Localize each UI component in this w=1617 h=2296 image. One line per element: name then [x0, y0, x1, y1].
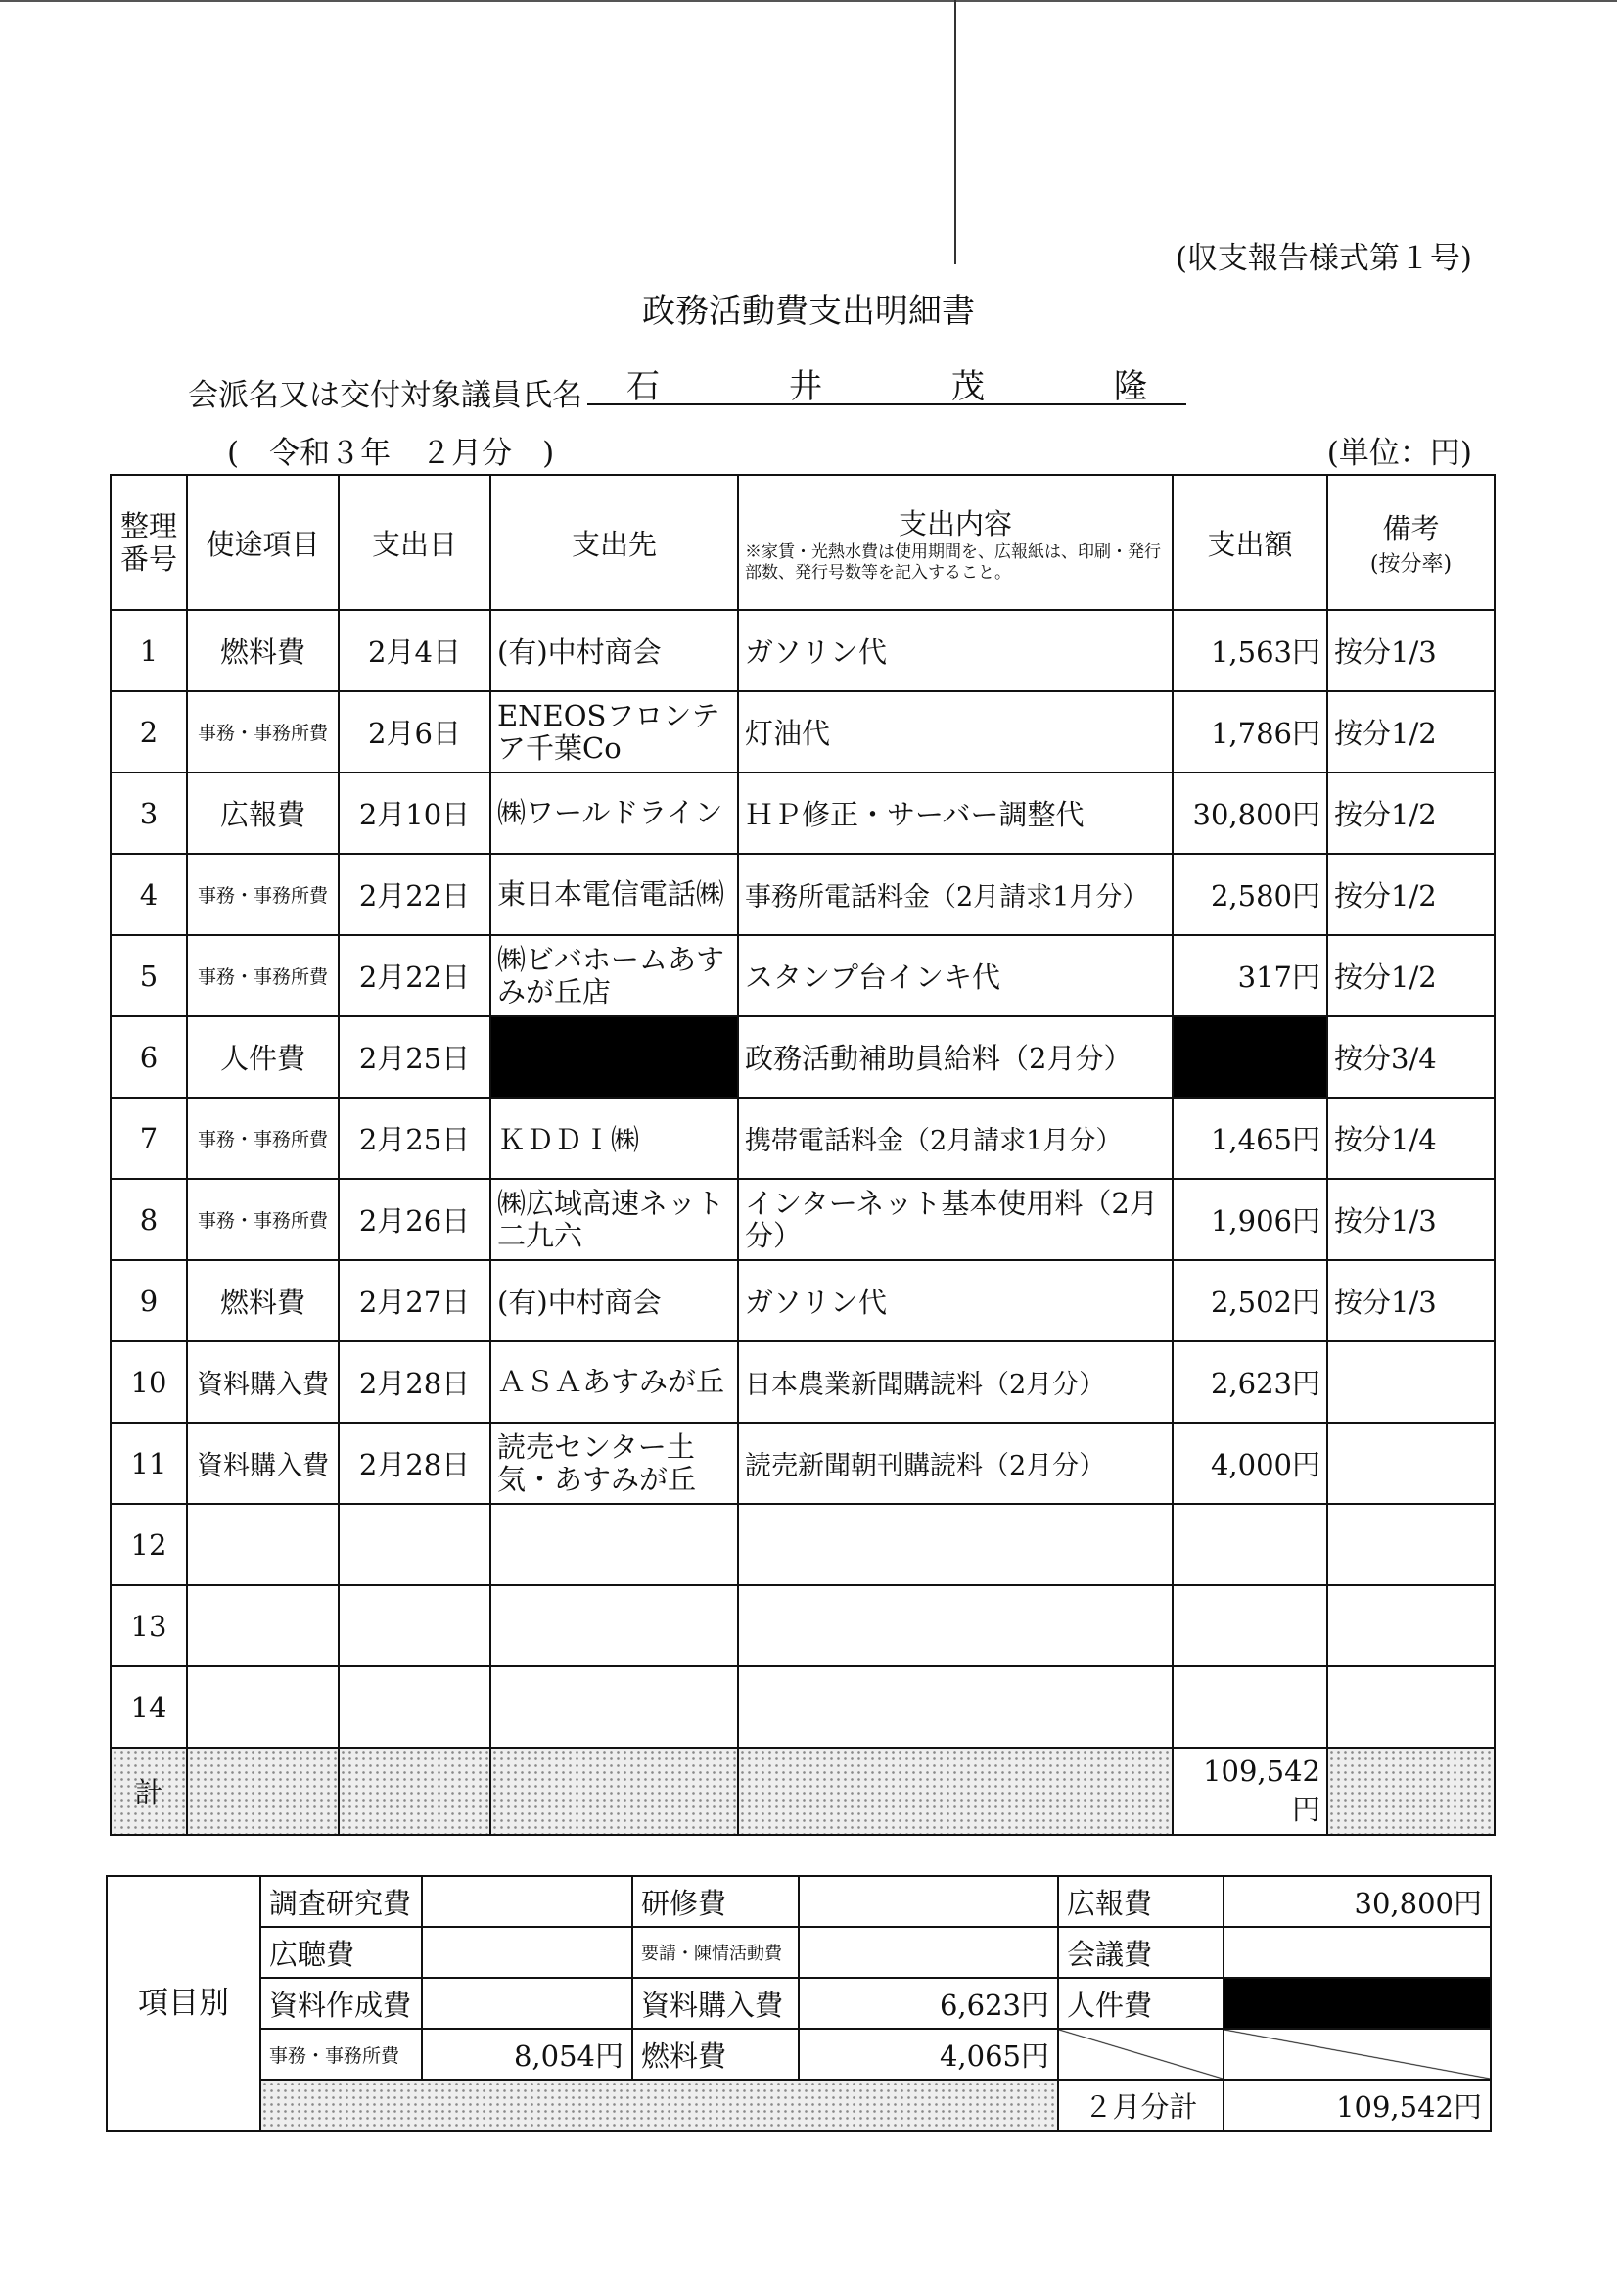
- row-remarks: 按分1/3: [1327, 610, 1495, 691]
- unit-label: (単位：円): [1326, 436, 1472, 471]
- row-date: 2月22日: [339, 935, 490, 1016]
- row-date: 2月10日: [339, 773, 490, 854]
- row-no: 1: [111, 610, 187, 691]
- category-value: [422, 1978, 632, 2029]
- row-no: 5: [111, 935, 187, 1016]
- total-label: 計: [111, 1748, 187, 1835]
- table-row: [111, 1260, 1495, 1341]
- header-remarks-note: (按分率): [1369, 552, 1453, 577]
- row-date: 2月26日: [339, 1179, 490, 1260]
- row-content: 携帯電話料金（2月請求1月分）: [738, 1098, 1173, 1179]
- header-content-note: ※家賃・光熱水費は使用期間を、広報紙は、印刷・発行部数、発行号数等を記入すること。: [745, 541, 1161, 583]
- shaded-cell: [187, 1748, 339, 1835]
- category-label: 資料作成費: [260, 1978, 422, 2029]
- row-content: 日本農業新聞購読料（2月分）: [738, 1341, 1173, 1423]
- category-value: [1224, 1927, 1491, 1978]
- row-payee: ENEOSフロンテア千葉Co: [490, 691, 738, 773]
- row-remarks: [1327, 1341, 1495, 1423]
- row-date: 2月4日: [339, 610, 490, 691]
- scan-edge: [0, 0, 1617, 2]
- member-label: 会派名又は交付対象議員氏名: [188, 378, 582, 413]
- row-amount: 2,580円: [1173, 854, 1327, 935]
- category-label: 資料購入費: [632, 1978, 799, 2029]
- header-amount: 支出額: [1173, 475, 1327, 610]
- row-content: インターネット基本使用料（2月分）: [738, 1179, 1173, 1260]
- row-remarks: 按分3/4: [1327, 1016, 1495, 1098]
- row-date: [339, 1504, 490, 1585]
- header-remarks-title: 備考: [1382, 512, 1440, 545]
- category-value: 4,065円: [799, 2029, 1058, 2080]
- row-amount: 30,800円: [1173, 773, 1327, 854]
- row-no: 7: [111, 1098, 187, 1179]
- row-remarks: 按分1/2: [1327, 773, 1495, 854]
- category-label: 研修費: [632, 1876, 799, 1927]
- member-name: [587, 362, 1186, 405]
- form-number: (収支報告様式第１号): [1175, 241, 1472, 276]
- category-value: [799, 1927, 1058, 1978]
- row-amount: 1,786円: [1173, 691, 1327, 773]
- row-remarks: 按分1/2: [1327, 691, 1495, 773]
- row-category: 事務・事務所費: [187, 854, 339, 935]
- member-name-char: 井: [789, 366, 822, 406]
- row-no: 11: [111, 1423, 187, 1504]
- row-remarks: 按分1/2: [1327, 935, 1495, 1016]
- member-name-char: 石: [626, 366, 660, 406]
- row-amount: [1173, 1666, 1327, 1748]
- table-row: [111, 1504, 1495, 1585]
- shaded-cell: [490, 1748, 738, 1835]
- row-remarks: 按分1/2: [1327, 854, 1495, 935]
- category-label: 事務・事務所費: [260, 2029, 422, 2080]
- category-value: [422, 1876, 632, 1927]
- table-row: [111, 1341, 1495, 1423]
- row-remarks: [1327, 1423, 1495, 1504]
- row-payee: 東日本電信電話㈱: [490, 854, 738, 935]
- category-row: [107, 1927, 1491, 1978]
- row-remarks: [1327, 1504, 1495, 1585]
- row-date: 2月6日: [339, 691, 490, 773]
- row-remarks: 按分1/3: [1327, 1179, 1495, 1260]
- table-row: [111, 1423, 1495, 1504]
- row-content: ガソリン代: [738, 610, 1173, 691]
- row-content: ガソリン代: [738, 1260, 1173, 1341]
- row-date: 2月27日: [339, 1260, 490, 1341]
- row-remarks: [1327, 1666, 1495, 1748]
- row-remarks: 按分1/3: [1327, 1260, 1495, 1341]
- table-row: [111, 1666, 1495, 1748]
- member-name-char: 隆: [1114, 366, 1147, 406]
- scan-fold-line: [954, 0, 956, 264]
- category-label: 調査研究費: [260, 1876, 422, 1927]
- row-amount: 1,465円: [1173, 1098, 1327, 1179]
- row-no: 4: [111, 854, 187, 935]
- row-no: 10: [111, 1341, 187, 1423]
- category-summary-table: [106, 1875, 1492, 2132]
- category-label: 燃料費: [632, 2029, 799, 2080]
- row-date: 2月22日: [339, 854, 490, 935]
- category-value: 30,800円: [1224, 1876, 1491, 1927]
- expense-table: [110, 474, 1496, 1836]
- category-side-label: 項目別: [107, 1876, 260, 2131]
- category-value: 6,623円: [799, 1978, 1058, 2029]
- period: ( 令和３年 ２月分 ): [227, 436, 555, 471]
- row-amount: 317円: [1173, 935, 1327, 1016]
- document-title: 政務活動費支出明細書: [642, 292, 975, 331]
- header-no: 整理番号: [111, 475, 187, 610]
- row-payee: ㈱広域高速ネット二九六: [490, 1179, 738, 1260]
- row-payee: (有)中村商会: [490, 1260, 738, 1341]
- shaded-cell: [339, 1748, 490, 1835]
- redacted-amount: [1173, 1016, 1327, 1098]
- row-category: 人件費: [187, 1016, 339, 1098]
- row-payee: ㈱ビバホームあすみが丘店: [490, 935, 738, 1016]
- header-category: 使途項目: [187, 475, 339, 610]
- row-category: [187, 1504, 339, 1585]
- category-row: [107, 1876, 1491, 1927]
- header-remarks: [1327, 475, 1495, 610]
- row-no: 9: [111, 1260, 187, 1341]
- category-row: [107, 2029, 1491, 2080]
- row-date: [339, 1666, 490, 1748]
- table-row: [111, 854, 1495, 935]
- row-category: 広報費: [187, 773, 339, 854]
- row-payee: ＫＤＤＩ㈱: [490, 1098, 738, 1179]
- shaded-cell: [738, 1748, 1173, 1835]
- table-row: [111, 935, 1495, 1016]
- row-amount: 4,000円: [1173, 1423, 1327, 1504]
- category-value: 8,054円: [422, 2029, 632, 2080]
- category-label: 広聴費: [260, 1927, 422, 1978]
- table-header-row: [111, 475, 1495, 610]
- row-payee: 読売センター土気・あすみが丘: [490, 1423, 738, 1504]
- header-content-title: 支出内容: [898, 506, 1012, 540]
- row-no: 14: [111, 1666, 187, 1748]
- row-payee: [490, 1666, 738, 1748]
- row-payee: [490, 1585, 738, 1666]
- row-amount: [1173, 1585, 1327, 1666]
- header-date: 支出日: [339, 475, 490, 610]
- diagonal-empty-cell: [1224, 2029, 1491, 2080]
- row-date: [339, 1585, 490, 1666]
- row-content: 事務所電話料金（2月請求1月分）: [738, 854, 1173, 935]
- table-row: [111, 1016, 1495, 1098]
- row-content: スタンプ台インキ代: [738, 935, 1173, 1016]
- diagonal-empty-cell: [1058, 2029, 1224, 2080]
- category-row: [107, 1978, 1491, 2029]
- category-label: 会議費: [1058, 1927, 1224, 1978]
- table-row: [111, 1585, 1495, 1666]
- row-content: 灯油代: [738, 691, 1173, 773]
- month-total-label: ２月分計: [1058, 2080, 1224, 2131]
- table-row: [111, 1179, 1495, 1260]
- shaded-cell: [1327, 1748, 1495, 1835]
- row-no: 8: [111, 1179, 187, 1260]
- row-amount: 1,563円: [1173, 610, 1327, 691]
- row-date: 2月25日: [339, 1098, 490, 1179]
- header-content: [738, 475, 1173, 610]
- shaded-cell: [260, 2080, 1058, 2131]
- row-category: 資料購入費: [187, 1423, 339, 1504]
- category-label: 要請・陳情活動費: [632, 1927, 799, 1978]
- row-category: 事務・事務所費: [187, 691, 339, 773]
- month-total-value: 109,542円: [1224, 2080, 1491, 2131]
- row-content: [738, 1585, 1173, 1666]
- row-category: [187, 1666, 339, 1748]
- row-no: 13: [111, 1585, 187, 1666]
- total-amount: 109,542円: [1173, 1748, 1327, 1835]
- row-payee: [490, 1504, 738, 1585]
- row-amount: [1173, 1504, 1327, 1585]
- row-amount: 2,502円: [1173, 1260, 1327, 1341]
- row-content: 政務活動補助員給料（2月分）: [738, 1016, 1173, 1098]
- table-row: [111, 773, 1495, 854]
- row-payee: (有)中村商会: [490, 610, 738, 691]
- row-date: 2月25日: [339, 1016, 490, 1098]
- row-payee: ㈱ワールドライン: [490, 773, 738, 854]
- row-category: 燃料費: [187, 1260, 339, 1341]
- row-payee: ＡＳＡあすみが丘: [490, 1341, 738, 1423]
- row-content: ＨＰ修正・サーバー調整代: [738, 773, 1173, 854]
- redacted-personnel-value: [1224, 1978, 1491, 2029]
- row-remarks: [1327, 1585, 1495, 1666]
- row-no: 6: [111, 1016, 187, 1098]
- row-content: [738, 1504, 1173, 1585]
- row-date: 2月28日: [339, 1423, 490, 1504]
- row-category: 事務・事務所費: [187, 1179, 339, 1260]
- category-label: 広報費: [1058, 1876, 1224, 1927]
- total-row: [111, 1748, 1495, 1835]
- row-content: 読売新聞朝刊購読料（2月分）: [738, 1423, 1173, 1504]
- table-row: [111, 610, 1495, 691]
- redacted-payee: [490, 1016, 738, 1098]
- header-payee: 支出先: [490, 475, 738, 610]
- row-no: 3: [111, 773, 187, 854]
- row-category: 事務・事務所費: [187, 1098, 339, 1179]
- row-amount: 2,623円: [1173, 1341, 1327, 1423]
- row-remarks: 按分1/4: [1327, 1098, 1495, 1179]
- row-content: [738, 1666, 1173, 1748]
- category-value: [799, 1876, 1058, 1927]
- table-row: [111, 691, 1495, 773]
- row-date: 2月28日: [339, 1341, 490, 1423]
- row-category: [187, 1585, 339, 1666]
- row-category: 事務・事務所費: [187, 935, 339, 1016]
- category-row: [107, 2080, 1491, 2131]
- row-amount: 1,906円: [1173, 1179, 1327, 1260]
- row-category: 燃料費: [187, 610, 339, 691]
- category-value: [422, 1927, 632, 1978]
- category-label: 人件費: [1058, 1978, 1224, 2029]
- row-no: 12: [111, 1504, 187, 1585]
- table-row: [111, 1098, 1495, 1179]
- row-no: 2: [111, 691, 187, 773]
- member-name-char: 茂: [951, 366, 985, 406]
- row-category: 資料購入費: [187, 1341, 339, 1423]
